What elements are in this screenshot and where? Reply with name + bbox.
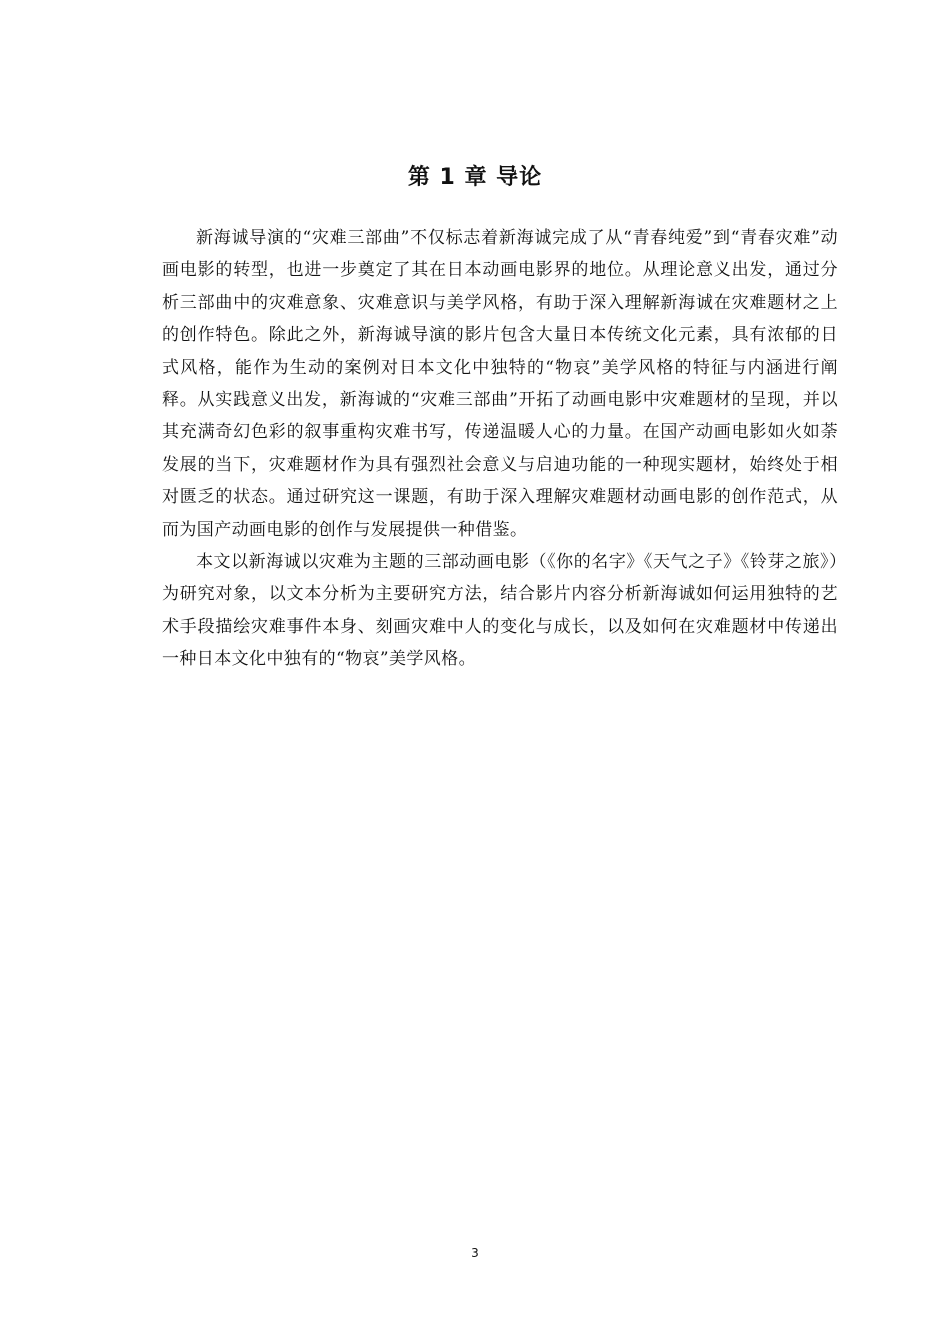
body-text <box>162 222 838 676</box>
paragraph-1: 新海诚导演的“灾难三部曲”不仅标志着新海诚完成了从“青春纯爱”到“青春灾难”动画电影的转型，也进一步奠定了其在日本动画电影界的地位。从理论意义出发，通过分析三部曲中的灾难意象、灾难意识与美学风格，有助于深入理解新海诚在灾难题材之上的创作特色。除此之外，新海诚导演的影片包含大量日本传统文化元素，具有浓郁的日式风格，能作为生动的案例对日本文化中独特的“物哀”美学风格的特征与内涵进行阐释。从实践意义出发，新海诚的“灾难三部曲”开拓了动画电影中灾难题材的呈现，并以其充满奇幻色彩的叙事重构灾难书写，传递温暖人心的力量。在国产动画电影如火如荼发展的当下，灾难题材作为具有强烈社会意义与启迪功能的一种现实题材，始终处于相对匮乏的状态。通过研究这一课题，有助于深入理解灾难题材动画电影的创作范式，从而为国产动画电影的创作与发展提供一种借鉴。 <box>162 228 838 540</box>
chapter-title: 第 1 章 导论 <box>407 165 543 190</box>
page-number: 3 <box>471 1246 479 1260</box>
paragraph-2: 本文以新海诚以灾难为主题的三部动画电影（《你的名字》《天气之子》《铃芽之旅》）为研究对象，以文本分析为主要研究方法，结合影片内容分析新海诚如何运用独特的艺术手段描绘灾难事件本身、刻画灾难中人的变化与成长，以及如何在灾难题材中传递出一种日本文化中独有的“物哀”美学风格。 <box>162 552 838 670</box>
